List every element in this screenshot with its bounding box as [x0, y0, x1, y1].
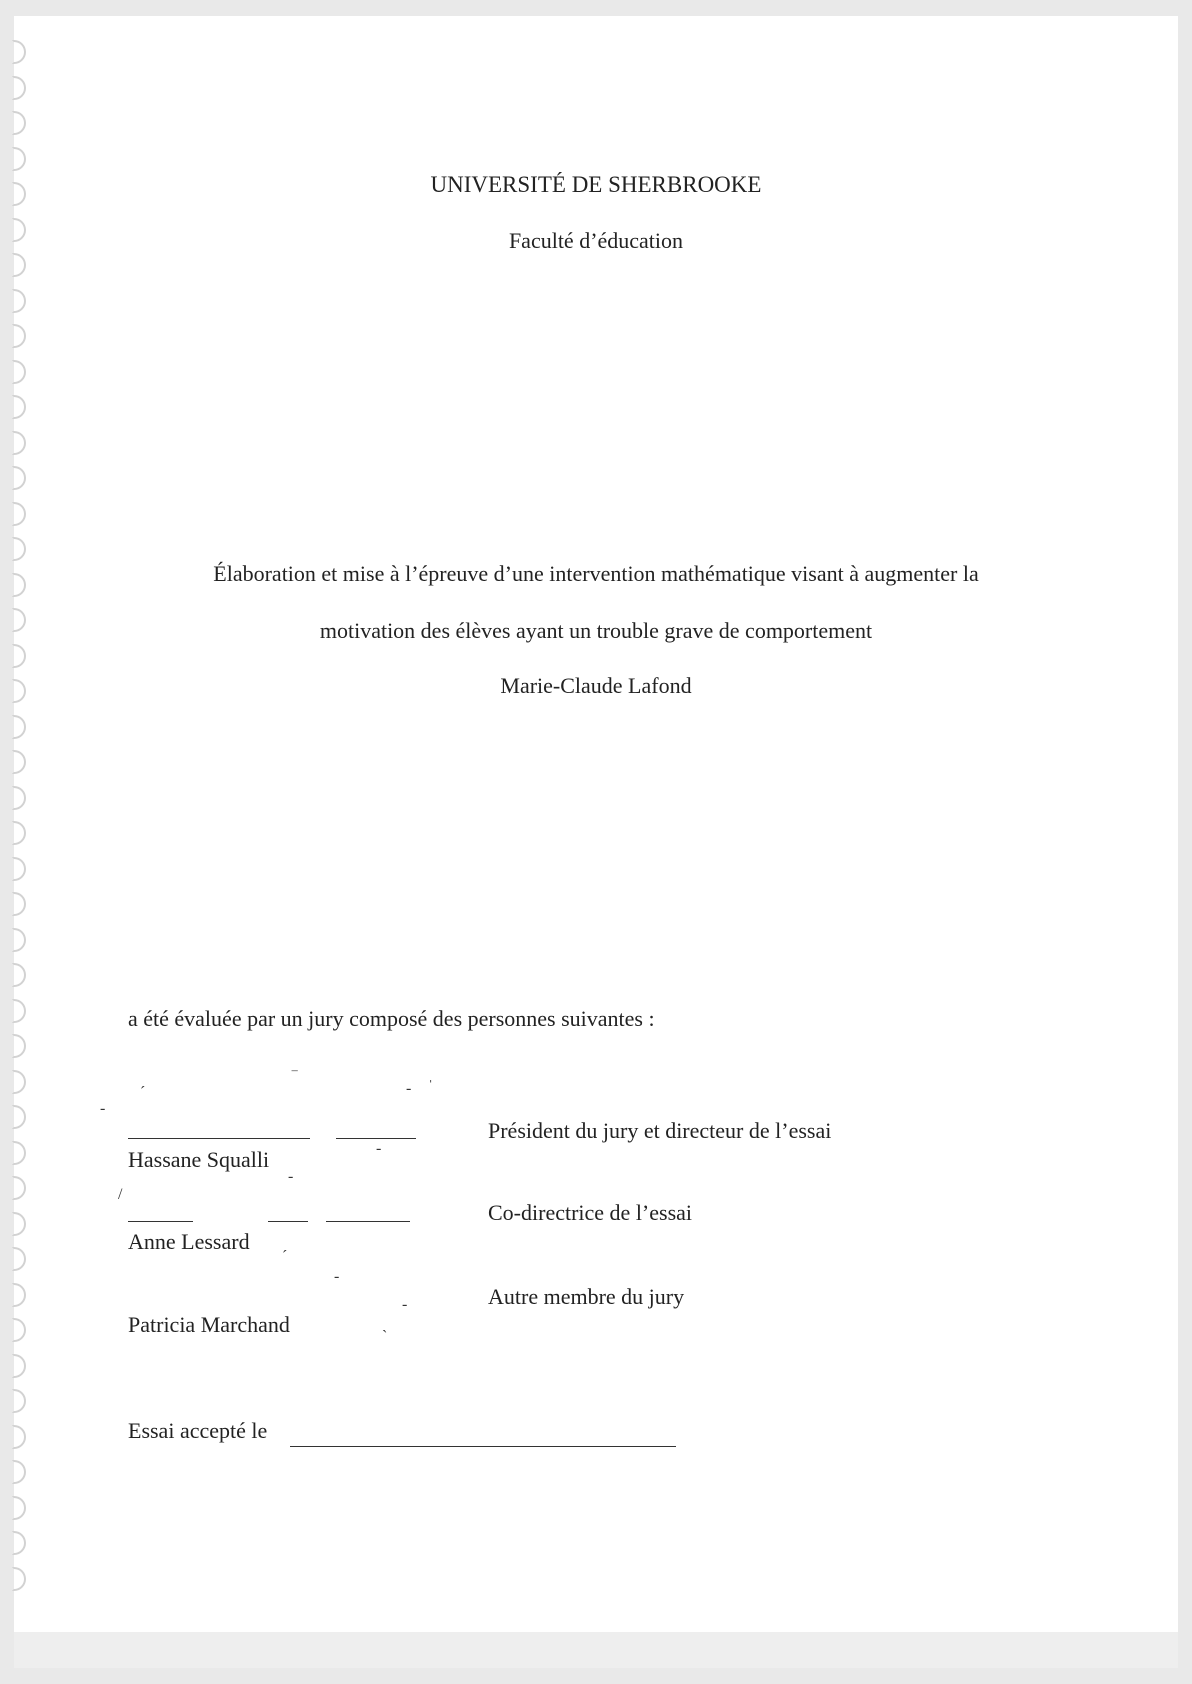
binding-hole	[12, 324, 26, 348]
binding-hole	[12, 1425, 26, 1449]
signature-line-2b	[268, 1221, 308, 1222]
signature-line-2	[128, 1221, 193, 1222]
signature-line-2c	[326, 1221, 410, 1222]
faculty-name: Faculté d’éducation	[508, 228, 684, 253]
binding-hole	[12, 1247, 26, 1271]
jury-member-name: Hassane Squalli	[128, 1147, 270, 1172]
signature-line-1	[128, 1138, 310, 1139]
binding-hole	[12, 715, 26, 739]
binding-hole	[12, 1318, 26, 1342]
binding-hole	[12, 892, 26, 916]
jury-member-name: Patricia Marchand	[128, 1312, 290, 1337]
binding-hole	[12, 928, 26, 952]
binding-hole	[12, 1531, 26, 1555]
binding-hole	[12, 431, 26, 455]
binding-hole	[12, 1460, 26, 1484]
binding-hole	[12, 76, 26, 100]
binding-hole	[12, 1070, 26, 1094]
jury-member-role: Autre membre du jury	[488, 1284, 685, 1309]
binding-hole	[12, 502, 26, 526]
binding-hole	[12, 786, 26, 810]
binding-hole	[12, 147, 26, 171]
jury-member-role: Co-directrice de l’essai	[488, 1200, 693, 1225]
acceptance-date-line	[290, 1446, 676, 1447]
binding-hole	[12, 821, 26, 845]
jury-member-role: Président du jury et directeur de l’essai	[488, 1118, 832, 1143]
binding-hole	[12, 857, 26, 881]
binding-hole	[12, 1176, 26, 1200]
binding-hole	[12, 1496, 26, 1520]
university-name: UNIVERSITÉ DE SHERBROOKE	[430, 172, 762, 197]
binding-hole	[12, 1212, 26, 1236]
acceptance-label: Essai accepté le	[128, 1418, 268, 1443]
binding-hole	[12, 360, 26, 384]
binding-hole	[12, 1283, 26, 1307]
binding-hole	[12, 289, 26, 313]
thesis-title-line-1: Élaboration et mise à l’épreuve d’une intervention mathématique visant à augmenter la	[213, 561, 979, 586]
document-page	[14, 16, 1178, 1632]
jury-member-name: Anne Lessard	[128, 1229, 250, 1254]
binding-hole	[12, 963, 26, 987]
binding-hole	[12, 750, 26, 774]
jury-intro: a été évaluée par un jury composé des personnes suivantes :	[128, 1006, 655, 1031]
binding-hole	[12, 1141, 26, 1165]
binding-hole	[12, 999, 26, 1023]
thesis-title-line-2: motivation des élèves ayant un trouble grave de comportement	[319, 618, 873, 643]
binding-hole	[12, 395, 26, 419]
binding-hole	[12, 1354, 26, 1378]
binding-hole	[12, 644, 26, 668]
binding-hole	[12, 537, 26, 561]
signature-line-1b	[336, 1138, 416, 1139]
binding-hole	[12, 1034, 26, 1058]
binding-hole	[12, 253, 26, 277]
binding-hole	[12, 1567, 26, 1591]
binding-hole	[12, 1389, 26, 1413]
binding-hole	[12, 111, 26, 135]
binding-holes	[12, 40, 32, 1600]
binding-hole	[12, 466, 26, 490]
thesis-author: Marie-Claude Lafond	[500, 673, 692, 698]
binding-hole	[12, 1105, 26, 1129]
binding-hole	[12, 40, 26, 64]
page-bottom-edge	[14, 1632, 1178, 1668]
